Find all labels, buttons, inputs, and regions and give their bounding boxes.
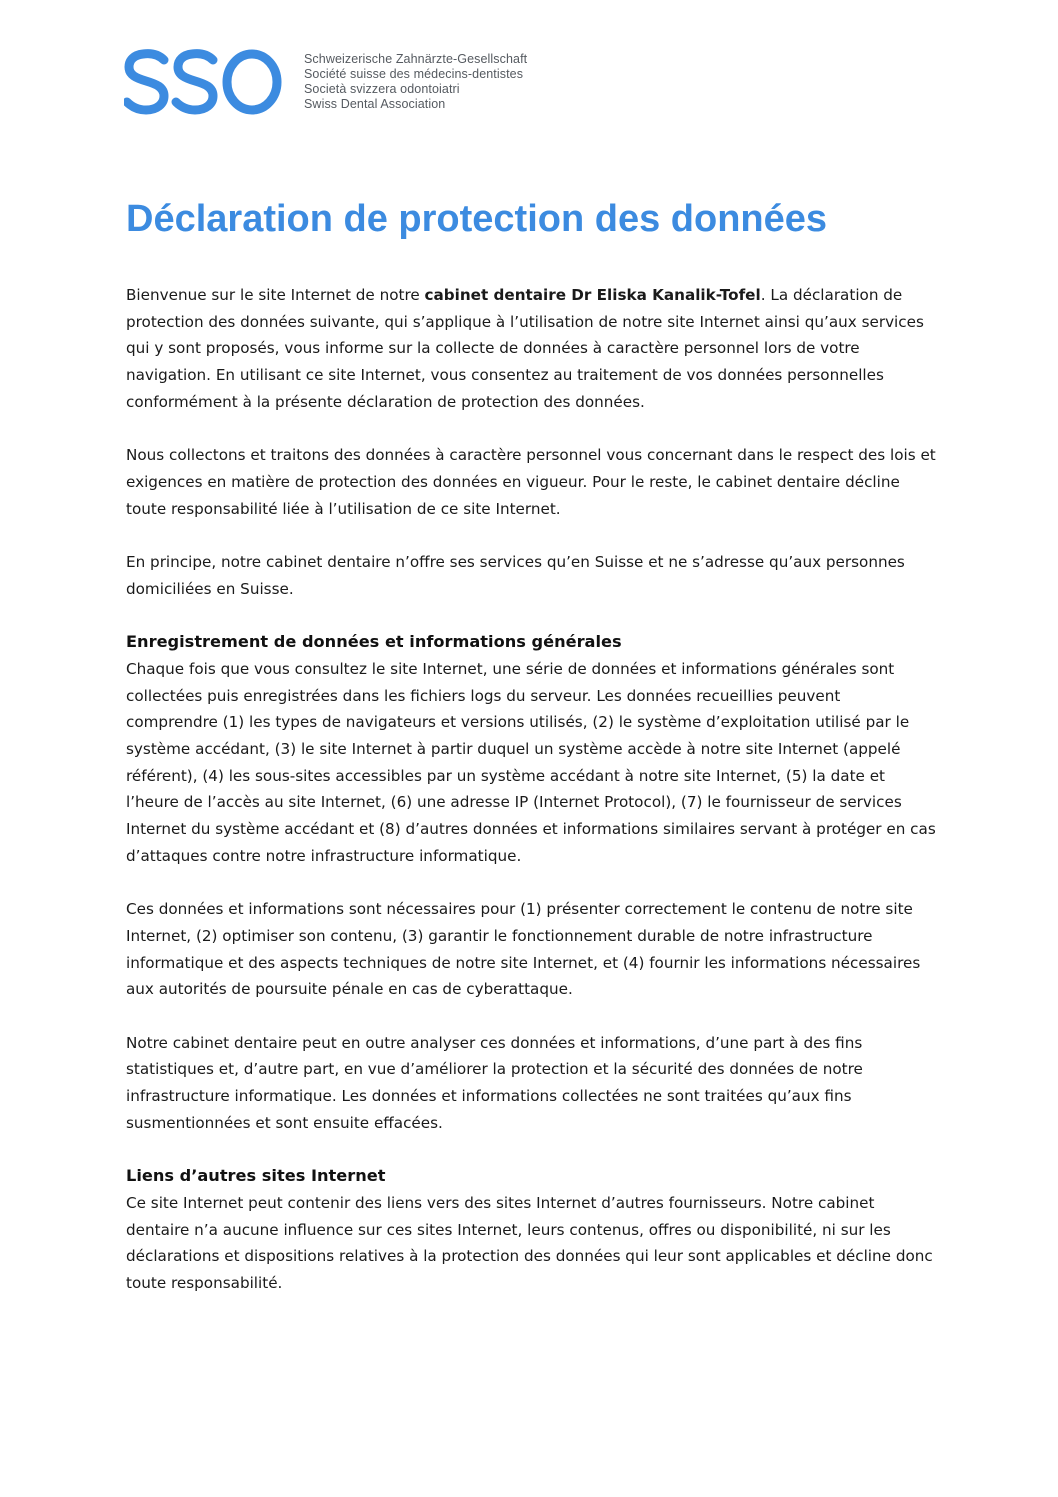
org-name-de: Schweizerische Zahnärzte-Gesellschaft [304, 52, 528, 66]
intro-text-start: Bienvenue sur le site Internet de notre [126, 286, 425, 304]
section-heading-data-recording: Enregistrement de données et informations générales [126, 632, 622, 652]
practice-name: cabinet dentaire Dr Eliska Kanalik-Tofel [424, 286, 761, 304]
page-title: Déclaration de protection des données [126, 198, 828, 240]
section-heading-external-links: Liens d’autres sites Internet [126, 1166, 386, 1186]
intro-paragraph-3: En principe, notre cabinet dentaire n’offre ses services qu’en Suisse et ne s’adresse qu’aux personnes domiciliées en Suisse. [126, 553, 905, 598]
section-paragraph: Notre cabinet dentaire peut en outre analyser ces données et informations, d’une part à des fins statistiques et, d’autre part, en vue d’améliorer la protection et la sécurité des données de notre infrastructure informatique. Les données et informations collectées ne sont traitées qu’aux fins susmentionnées et sont ensuite effacées. [126, 1033, 863, 1132]
intro-text-end: . La déclaration de protection des données suivante, qui s’applique à l’utilisation de notre site Internet ainsi qu’aux services qui y sont proposés, vous informe sur la collecte de données à caractère personnel lors de votre navigation. En utilisant ce site Internet, vous consentez au traitement de vos données personnelles conformément à la présente déclaration de protection des données. [126, 286, 924, 411]
section-paragraph: Ce site Internet peut contenir des liens vers des sites Internet d’autres fournisseurs. Notre cabinet dentaire n’a aucune influence sur ces sites Internet, leurs contenus, offres ou disponibilité, ni sur les déclarations et dispositions relatives à la protection des données qui leur sont applicables et décline donc toute responsabilité. [126, 1193, 933, 1292]
intro-paragraph-1 [126, 282, 936, 416]
org-name-en: Swiss Dental Association [304, 97, 446, 111]
org-name-it: Società svizzera odontoiatri [304, 82, 460, 96]
document-body [126, 282, 936, 1323]
org-name-fr: Société suisse des médecins-dentistes [304, 67, 524, 81]
section-paragraph: Chaque fois que vous consultez le site Internet, une série de données et informations générales sont collectées puis enregistrées dans les fichiers logs du serveur. Les données recueillies peuvent comprendre (1) les types de navigateurs et versions utilisés, (2) le système d’exploitation utilisé par le système accédant, (3) le site Internet à partir duquel un système accède à notre site Internet (appelé référent), (4) les sous-sites accessibles par un système accédant à notre site Internet, (5) la date et l’heure de l’accès au site Internet, (6) une adresse IP (Internet Protocol), (7) le fournisseur de services Internet du système accédant et (8) d’autres données et informations similaires servant à protéger en cas d’attaques contre notre infrastructure informatique. [126, 659, 936, 865]
sso-logo-mark [124, 48, 284, 116]
section-paragraph: Ces données et informations sont nécessaires pour (1) présenter correctement le contenu de notre site Internet, (2) optimiser son contenu, (3) garantir le fonctionnement durable de notre infrastructure informatique et des aspects techniques de notre site Internet, et (4) fournir les informations nécessaires aux autorités de poursuite pénale en cas de cyberattaque. [126, 900, 921, 999]
intro-paragraph-2: Nous collectons et traitons des données à caractère personnel vous concernant dans le respect des lois et exigences en matière de protection des données en vigueur. Pour le reste, le cabinet dentaire décline toute responsabilité liée à l’utilisation de ce site Internet. [126, 446, 936, 518]
org-names [304, 52, 704, 112]
